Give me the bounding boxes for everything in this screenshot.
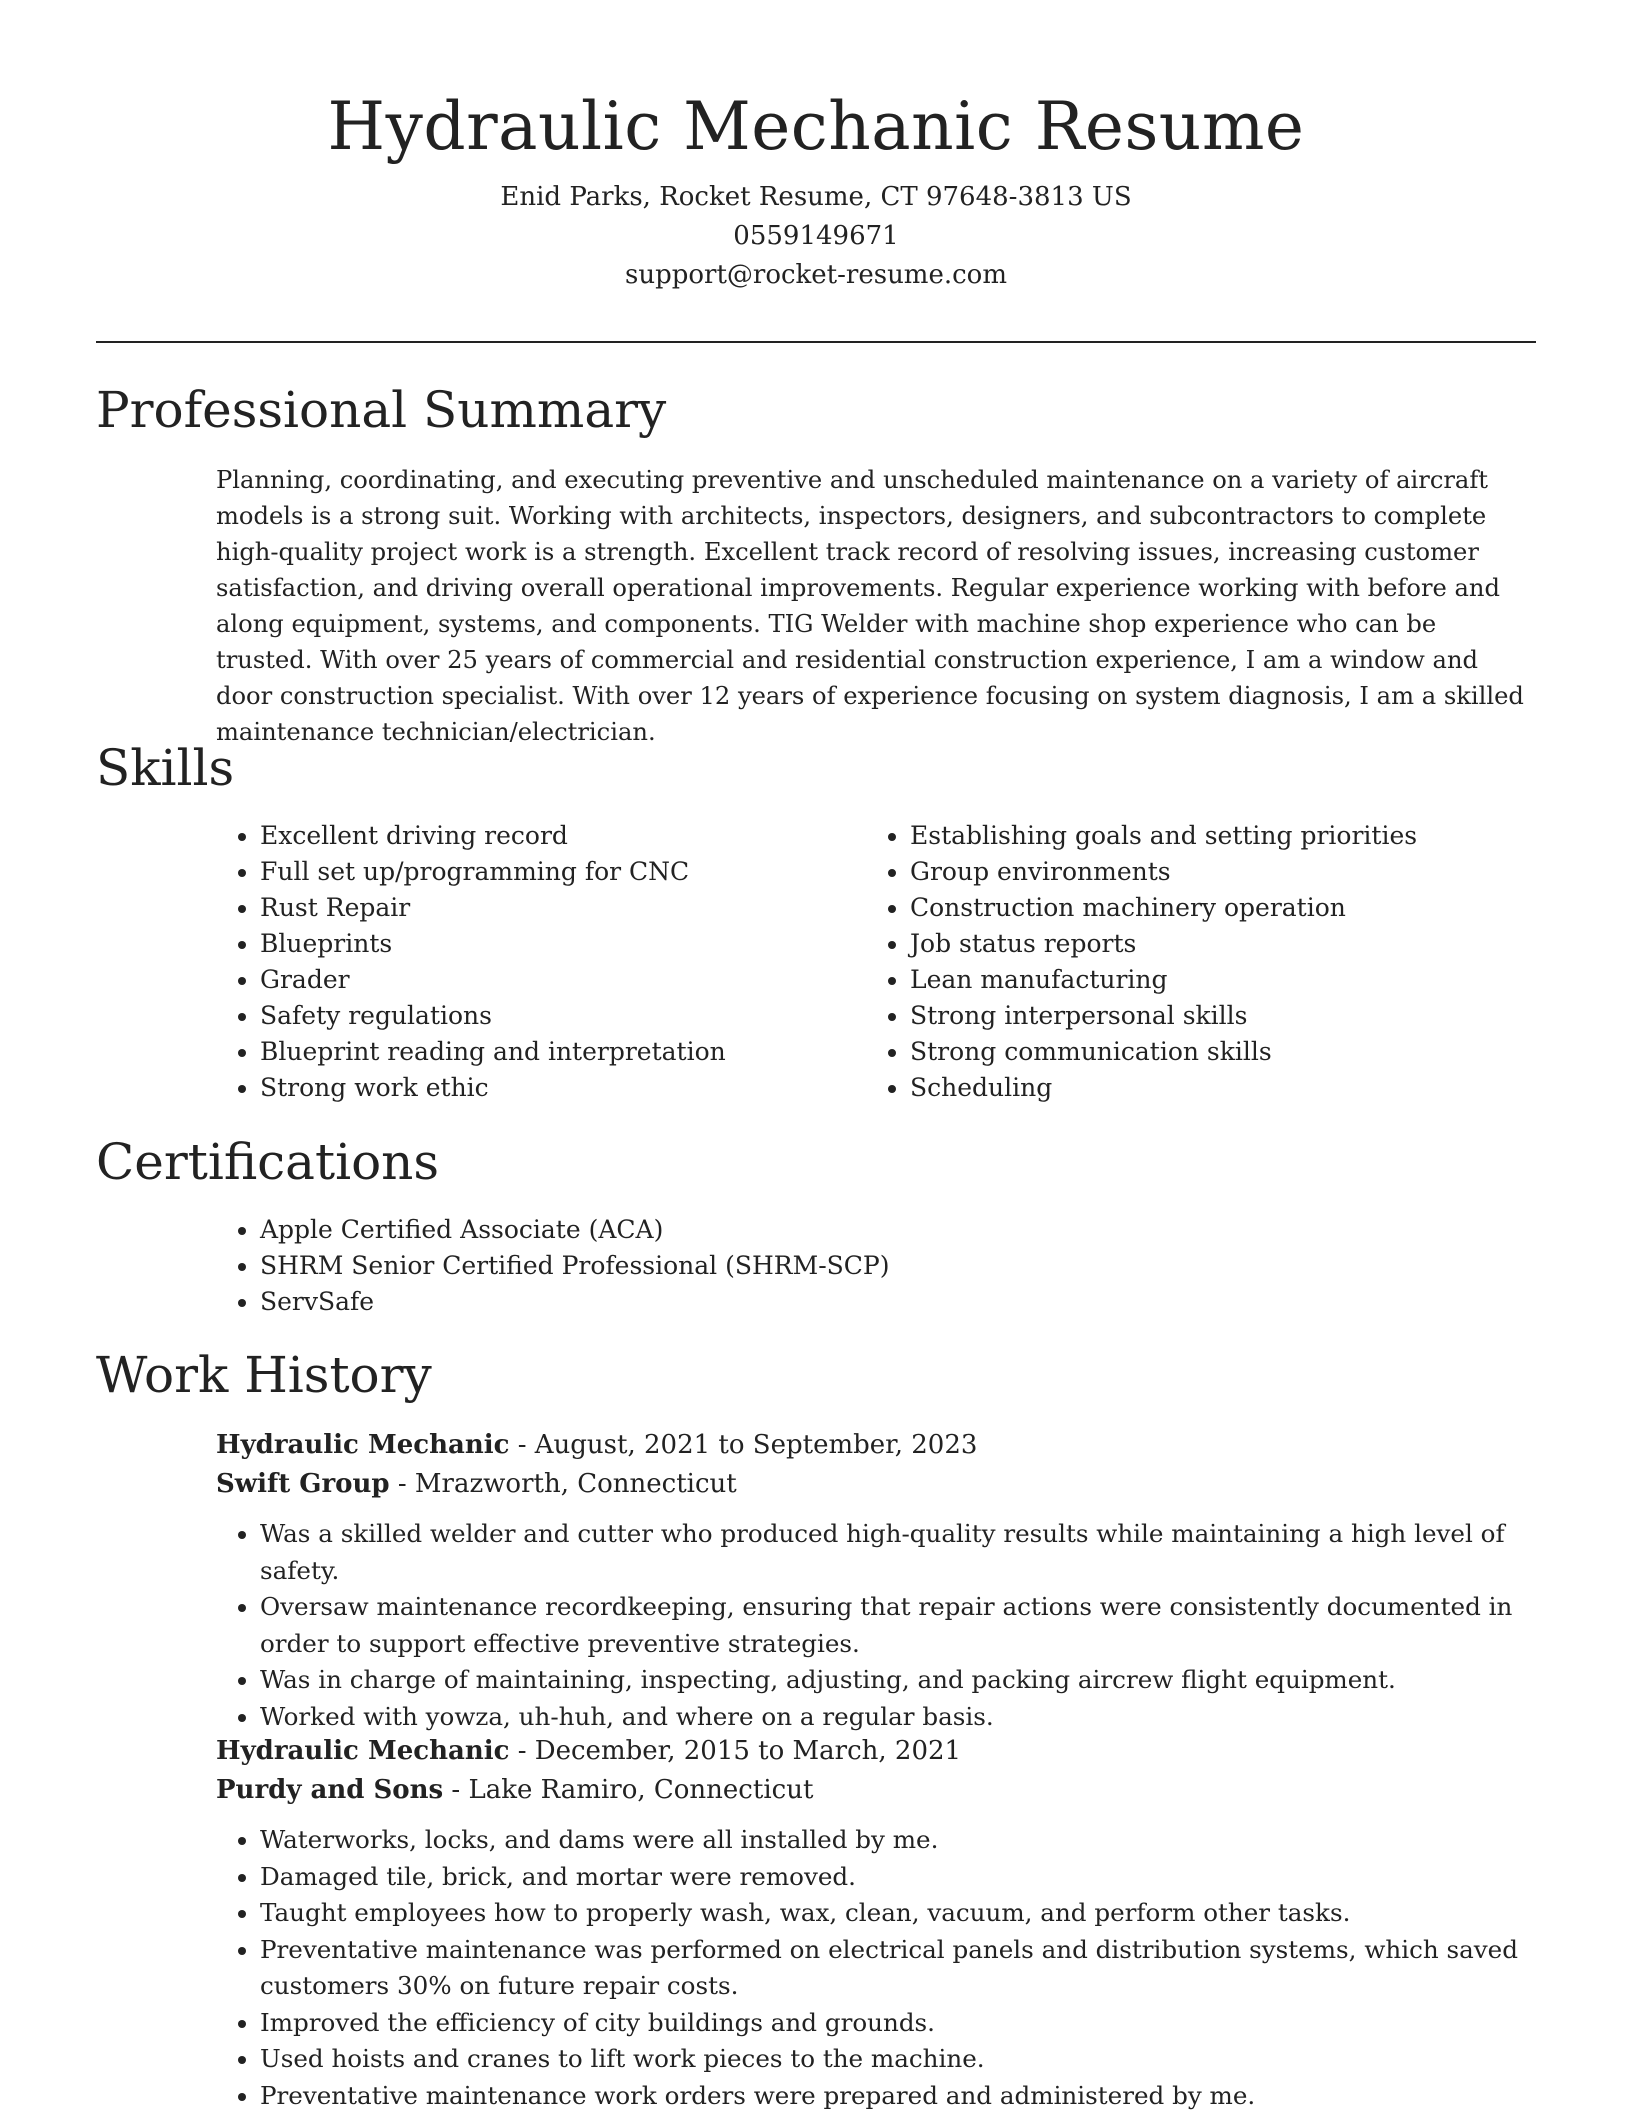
list-item: • Damaged tile, brick, and mortar were removed. xyxy=(260,1859,1546,1896)
list-item: • Grader xyxy=(260,962,856,998)
list-item: • Waterworks, locks, and dams were all installed by me. xyxy=(260,1822,1546,1859)
resume-title: Hydraulic Mechanic Resume xyxy=(327,88,1305,165)
job-title: Hydraulic Mechanic xyxy=(216,1736,510,1766)
list-item: • Establishing goals and setting priorities xyxy=(910,818,1546,854)
list-item: • Preventative maintenance was performed on electrical panels and distribution systems, which saved customers 30% on future repair costs. xyxy=(260,1932,1546,2005)
list-item: • SHRM Senior Certified Professional (SHRM-SCP) xyxy=(260,1248,1116,1284)
certifications-list-wrap xyxy=(216,1212,1116,1320)
job-dates: - August, 2021 to September, 2023 xyxy=(509,1430,978,1460)
list-item: • Group environments xyxy=(910,854,1546,890)
job-location: - Mrazworth, Connecticut xyxy=(389,1469,737,1499)
job-company-line xyxy=(216,1465,1546,1504)
job-dates: - December, 2015 to March, 2021 xyxy=(509,1736,962,1766)
contact-address: Enid Parks, Rocket Resume, CT 97648-3813 US xyxy=(500,182,1132,212)
list-item: • Safety regulations xyxy=(260,998,856,1034)
skills-left-column xyxy=(216,818,856,1106)
summary-heading: Professional Summary xyxy=(96,381,667,439)
header-divider xyxy=(96,341,1536,343)
job-company: Purdy and Sons xyxy=(216,1775,444,1805)
list-item: • Was a skilled welder and cutter who produced high-quality results while maintaining a high level of safety. xyxy=(260,1516,1546,1589)
job-title-line xyxy=(216,1426,1546,1465)
list-item: • Taught employees how to properly wash, wax, clean, vacuum, and perform other tasks. xyxy=(260,1895,1546,1932)
list-item: • Blueprints xyxy=(260,926,856,962)
summary-text: Planning, coordinating, and executing preventive and unscheduled maintenance on a variety of aircraft models is a strong suit. Working with architects, inspectors, designers, and subcontractors to complete high-quality project work is a strength. Excellent track record of resolving issues, increasing customer satisfaction, and driving overall operational improvements. Regular experience working with before and along equipment, systems, and components. TIG Welder with machine shop experience who can be trusted. With over 25 years of commercial and residential construction experience, I am a window and door construction specialist. With over 12 years of experience focusing on system diagnosis, I am a skilled maintenance technician/electrician. xyxy=(216,466,1524,746)
list-item: • Apple Certified Associate (ACA) xyxy=(260,1212,1116,1248)
job-title-line xyxy=(216,1732,1546,1771)
skills-left-list xyxy=(216,818,856,1106)
job-title: Hydraulic Mechanic xyxy=(216,1430,510,1460)
skills-heading: Skills xyxy=(96,739,235,797)
list-item: • ServSafe xyxy=(260,1284,1116,1320)
resume-header xyxy=(0,82,1632,295)
list-item: • Full set up/programming for CNC xyxy=(260,854,856,890)
job-company: Swift Group xyxy=(216,1469,390,1499)
list-item: • Strong interpersonal skills xyxy=(910,998,1546,1034)
list-item: • Improved the efficiency of city buildings and grounds. xyxy=(260,2005,1546,2042)
list-item: • Preventative maintenance work orders were prepared and administered by me. xyxy=(260,2078,1546,2112)
list-item: • Excellent driving record xyxy=(260,818,856,854)
job-duties-list xyxy=(216,1822,1546,2112)
list-item: • Construction machinery operation xyxy=(910,890,1546,926)
list-item: • Scheduling xyxy=(910,1070,1546,1106)
list-item: • Strong work ethic xyxy=(260,1070,856,1106)
job-location: - Lake Ramiro, Connecticut xyxy=(443,1775,814,1805)
job-company-line xyxy=(216,1771,1546,1810)
list-item: • Blueprint reading and interpretation xyxy=(260,1034,856,1070)
list-item: • Job status reports xyxy=(910,926,1546,962)
certifications-heading: Certifications xyxy=(96,1133,440,1191)
list-item: • Used hoists and cranes to lift work pieces to the machine. xyxy=(260,2041,1546,2078)
work-history-heading: Work History xyxy=(96,1346,432,1404)
job-duties-list xyxy=(216,1516,1546,1735)
list-item: • Worked with yowza, uh-huh, and where on a regular basis. xyxy=(260,1699,1546,1736)
contact-phone: 0559149671 xyxy=(733,221,899,251)
contact-info xyxy=(0,178,1632,295)
skills-right-column xyxy=(866,818,1546,1106)
job-entry-2 xyxy=(216,1732,1546,2112)
list-item: • Strong communication skills xyxy=(910,1034,1546,1070)
list-item: • Oversaw maintenance recordkeeping, ensuring that repair actions were consistently documented in order to support effective preventive strategies. xyxy=(260,1589,1546,1662)
list-item: • Lean manufacturing xyxy=(910,962,1546,998)
job-entry-1 xyxy=(216,1426,1546,1735)
certifications-list xyxy=(216,1212,1116,1320)
skills-right-list xyxy=(866,818,1546,1106)
list-item: • Rust Repair xyxy=(260,890,856,926)
list-item: • Was in charge of maintaining, inspecting, adjusting, and packing aircrew flight equipment. xyxy=(260,1662,1546,1699)
contact-email: support@rocket-resume.com xyxy=(624,260,1007,290)
